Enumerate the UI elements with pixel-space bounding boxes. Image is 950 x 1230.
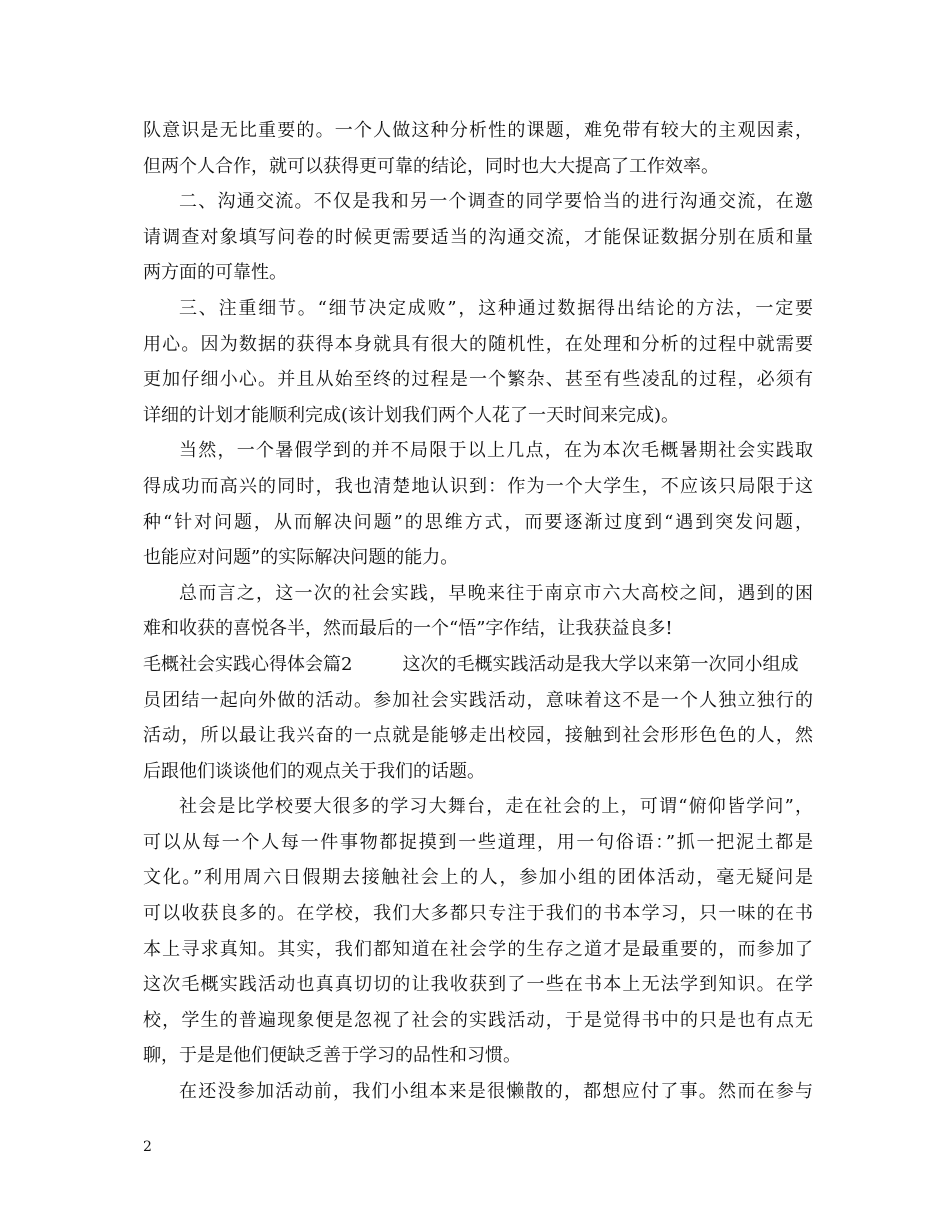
text-line-8: 更加仔细小心。并且从始至终的过程是一个繁杂、甚至有些凌乱的过程，必须有 — [143, 369, 813, 391]
text-line-22: 文化。”利用周六日假期去接触社会上的人，参加小组的团体活动，毫无疑问是 — [143, 867, 813, 889]
text-line-25: 这次毛概实践活动也真真切切的让我收获到了一些在书本上无法学到知识。在学 — [143, 974, 813, 996]
text-line-28: 在还没参加活动前，我们小组本来是很懒散的，都想应付了事。然而在参与 — [179, 1081, 813, 1103]
text-line-5: 两方面的可靠性。 — [143, 262, 287, 284]
text-line-1: 队意识是无比重要的。一个人做这种分析性的课题，难免带有较大的主观因素， — [143, 120, 813, 141]
text-line-15: 难和收获的喜悦各半，然而最后的一个“悟”字作结，让我获益良多! — [143, 618, 673, 640]
text-line-24: 本上寻求真知。其实，我们都知道在社会学的生存之道才是最重要的，而参加了 — [143, 938, 813, 960]
section-opening-text: 这次的毛概实践活动是我大学以来第一次同小组成 — [402, 653, 799, 675]
text-line-18: 活动，所以最让我兴奋的一点就是能够走出校园，接触到社会形形色色的人，然 — [143, 725, 813, 747]
text-line-2: 但两个人合作，就可以获得更可靠的结论，同时也大大提高了工作效率。 — [143, 155, 719, 177]
text-line-4: 请调查对象填写问卷的时候更需要适当的沟通交流，才能保证数据分别在质和量 — [143, 226, 813, 248]
section-heading: 毛概社会实践心得体会篇2 — [143, 653, 353, 675]
text-line-23: 可以收获良多的。在学校，我们大多都只专注于我们的书本学习，只一味的在书 — [143, 903, 813, 925]
text-line-20: 社会是比学校要大很多的学习大舞台，走在社会的上，可谓“俯仰皆学问”， — [179, 796, 813, 818]
text-line-3: 二、沟通交流。不仅是我和另一个调查的同学要恰当的进行沟通交流，在邀 — [179, 191, 813, 213]
text-line-27: 聊，于是是他们便缺乏善于学习的品性和习惯。 — [143, 1045, 521, 1067]
text-line-6: 三、注重细节。“细节决定成败”，这种通过数据得出结论的方法，一定要 — [179, 297, 813, 319]
section-heading-line — [143, 647, 813, 683]
text-line-11: 得成功而高兴的同时，我也清楚地认识到：作为一个大学生，不应该只局限于这 — [143, 475, 813, 497]
text-line-19: 后跟他们谈谈他们的观点关于我们的话题。 — [143, 760, 485, 782]
text-line-7: 用心。因为数据的获得本身就具有很大的随机性，在处理和分析的过程中就需要 — [143, 333, 813, 355]
text-line-10: 当然，一个暑假学到的并不局限于以上几点，在为本次毛概暑期社会实践取 — [179, 440, 813, 462]
text-line-9: 详细的计划才能顺利完成(该计划我们两个人花了一天时间来完成)。 — [143, 404, 680, 426]
body-text — [143, 113, 813, 1110]
page-number: 2 — [143, 1139, 152, 1155]
text-line-12: 种“针对问题，从而解决问题”的思维方式，而要逐渐过度到“遇到突发问题， — [143, 511, 813, 533]
text-line-26: 校，学生的普遍现象便是忽视了社会的实践活动，于是觉得书中的只是也有点无 — [143, 1009, 813, 1031]
text-line-17: 员团结一起向外做的活动。参加社会实践活动，意味着这不是一个人独立独行的 — [143, 689, 813, 711]
text-line-21: 可以从每一个人每一件事物都捉摸到一些道理，用一句俗语：”抓一把泥土都是 — [143, 831, 813, 853]
text-line-14: 总而言之，这一次的社会实践，早晚来往于南京市六大高校之间，遇到的困 — [179, 582, 813, 604]
text-line-13: 也能应对问题”的实际解决问题的能力。 — [143, 547, 459, 569]
